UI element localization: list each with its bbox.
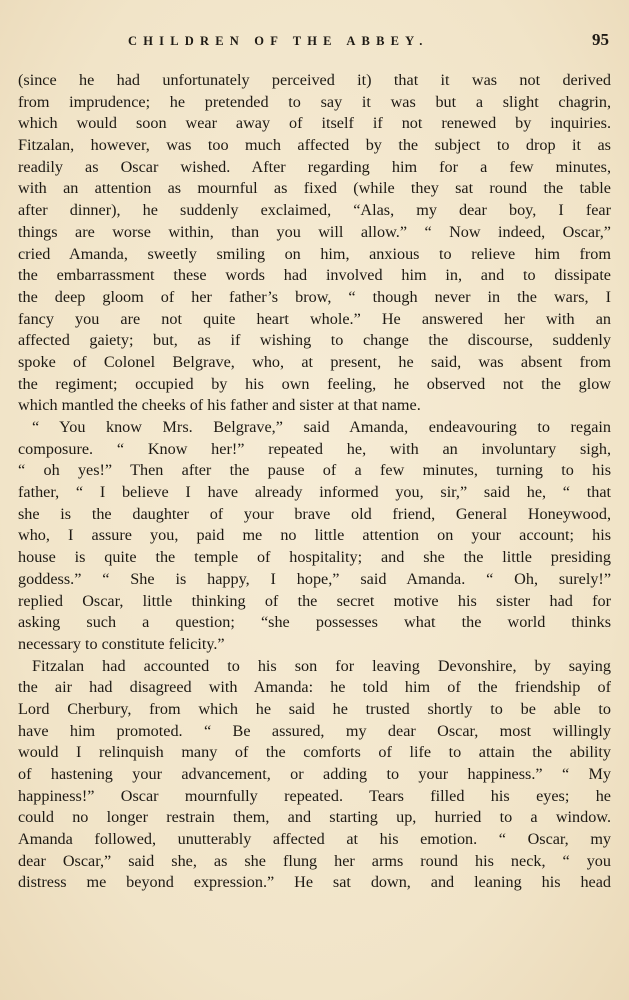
text-line: father, “ I believe I have already informed you, sir,” said he, “ that: [18, 483, 611, 502]
text-line: she is the daughter of your brave old friend, General Honeywood,: [18, 504, 611, 523]
text-line: house is quite the temple of hospitality; and she the little presiding: [18, 548, 611, 567]
text-line: which would soon wear away of itself if not renewed by inquiries.: [18, 114, 611, 133]
text-line: readily as Oscar wished. After regarding him for a few minutes,: [18, 157, 611, 176]
text-line: “ You know Mrs. Belgrave,” said Amanda, endeavouring to regain: [32, 418, 611, 436]
page-header: [18, 30, 611, 56]
page-number: 95: [592, 30, 609, 49]
text-line: distress me beyond expression.” He sat down, and leaning his head: [18, 873, 611, 892]
text-line: the regiment; occupied by his own feeling, he observed not the glow: [18, 374, 611, 393]
text-line: things are worse within, than you will allow.” “ Now indeed, Oscar,”: [18, 222, 611, 241]
text-line: of hastening your advancement, or adding to your happiness.” “ My: [18, 765, 611, 783]
text-line: have him promoted. “ Be assured, my dear Oscar, most willingly: [18, 721, 611, 740]
text-line: who, I assure you, paid me no little attention on your account; his: [18, 526, 611, 545]
body-text: [18, 70, 611, 894]
text-line: the deep gloom of her father’s brow, “ though never in the wars, I: [18, 287, 611, 306]
text-line: the embarrassment these words had involved him in, and to dissipate: [18, 266, 611, 285]
text-line: from imprudence; he pretended to say it was but a slight chagrin,: [18, 92, 611, 111]
text-line: Fitzalan had accounted to his son for leaving Devonshire, by saying: [32, 656, 611, 675]
running-head: CHILDREN OF THE ABBEY.: [128, 34, 429, 48]
text-line: (since he had unfortunately perceived it) that it was not derived: [18, 71, 611, 89]
text-line: Lord Cherbury, from which he said he trusted shortly to be able to: [18, 699, 611, 718]
text-line: happiness!” Oscar mournfully repeated. Tears filled his eyes; he: [18, 786, 611, 805]
text-line: with an attention as mournful as fixed (while they sat round the table: [18, 179, 611, 198]
text-line: “ oh yes!” Then after the pause of a few minutes, turning to his: [18, 461, 611, 480]
text-line: after dinner), he suddenly exclaimed, “Alas, my dear boy, I fear: [18, 201, 611, 220]
text-line: necessary to constitute felicity.”: [18, 634, 225, 653]
text-line: asking such a question; “she possesses what the world thinks: [18, 613, 611, 632]
text-line: spoke of Colonel Belgrave, who, at present, he said, was absent from: [18, 352, 611, 371]
text-line: Amanda followed, unutterably affected at his emotion. “ Oscar, my: [18, 830, 611, 849]
text-line: goddess.” “ She is happy, I hope,” said Amanda. “ Oh, surely!”: [18, 569, 611, 588]
text-line: cried Amanda, sweetly smiling on him, anxious to relieve him from: [18, 244, 611, 263]
text-line: could no longer restrain them, and starting up, hurried to a window.: [18, 808, 611, 827]
text-line: fancy you are not quite heart whole.” He answered her with an: [18, 309, 611, 328]
text-line: the air had disagreed with Amanda: he told him of the friendship of: [18, 678, 611, 697]
text-line: affected gaiety; but, as if wishing to change the discourse, suddenly: [18, 331, 611, 350]
text-line: would I relinquish many of the comforts of life to attain the ability: [18, 743, 611, 762]
text-line: which mantled the cheeks of his father and sister at that name.: [18, 396, 421, 415]
text-line: Fitzalan, however, was too much affected by the subject to drop it as: [18, 136, 611, 155]
text-line: replied Oscar, little thinking of the secret motive his sister had for: [18, 591, 611, 610]
text-line: composure. “ Know her!” repeated he, with an involuntary sigh,: [18, 439, 611, 458]
text-line: dear Oscar,” said she, as she flung her arms round his neck, “ you: [18, 851, 611, 870]
